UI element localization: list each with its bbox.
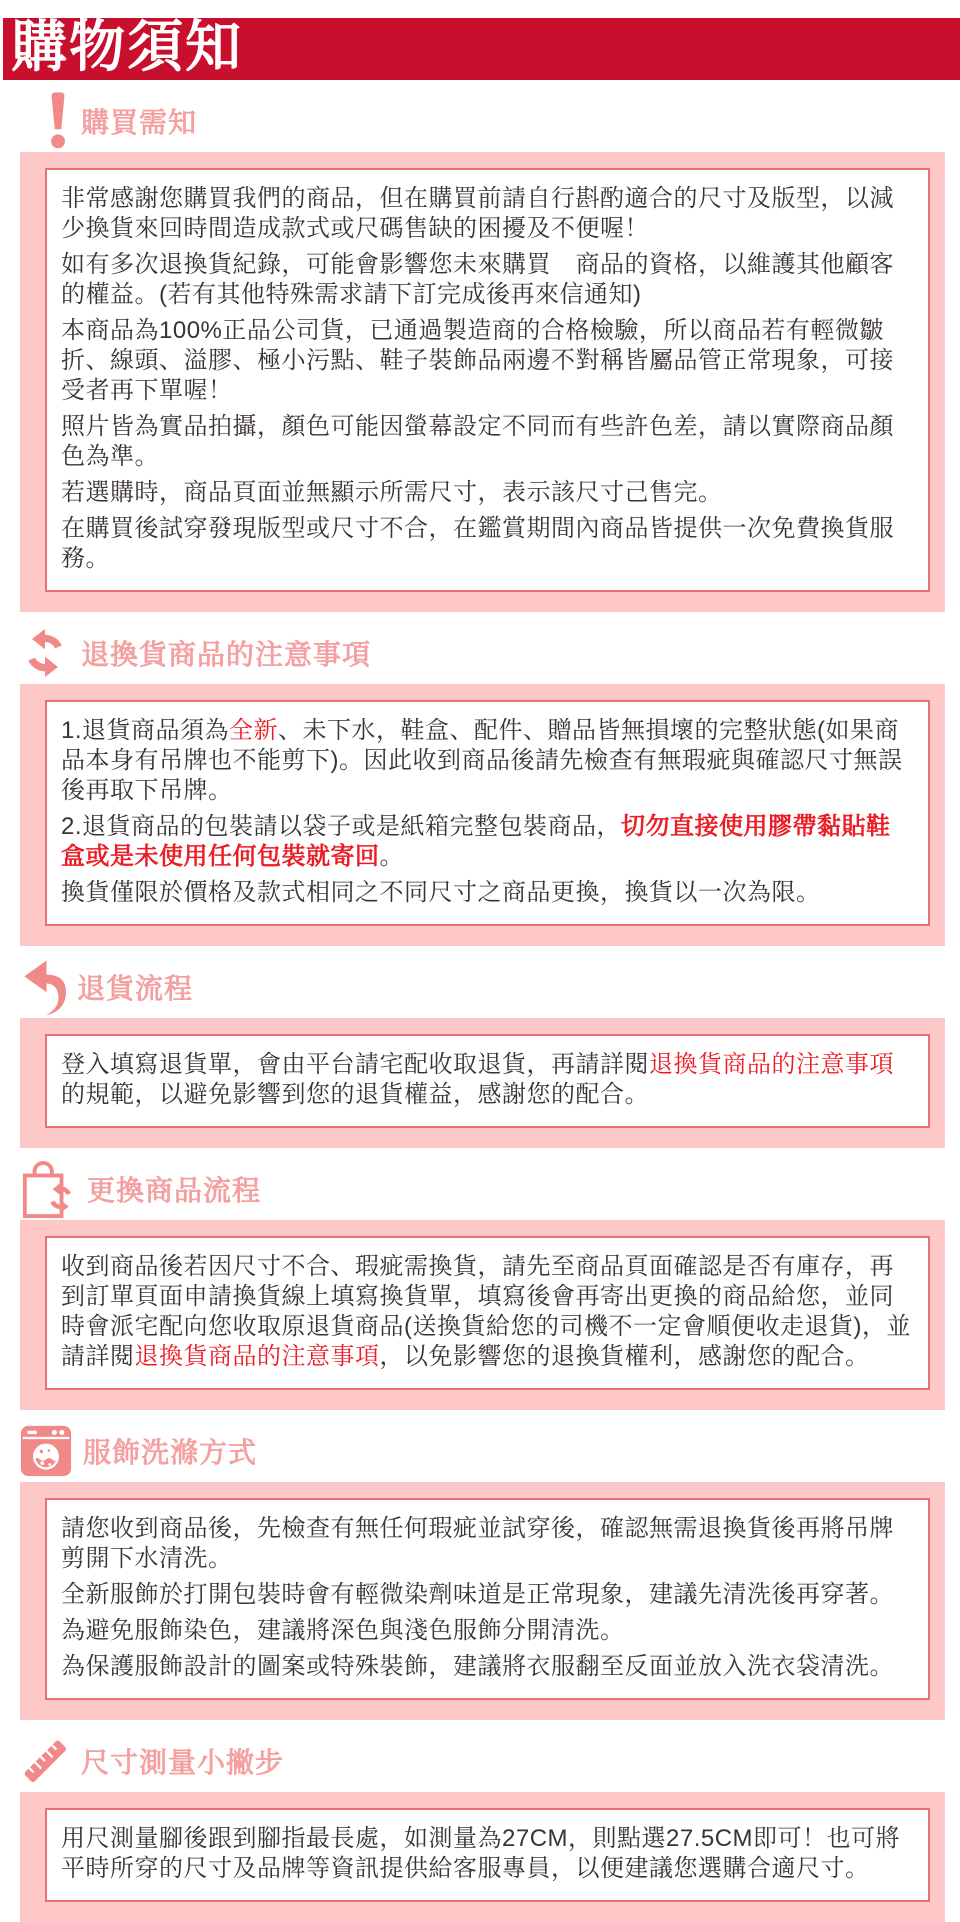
notice-band — [20, 1792, 945, 1922]
notice-text: 的規範，以避免影響到您的退貨權益，感謝您的配合。 — [61, 1081, 649, 1108]
notice-band — [20, 1018, 945, 1148]
notice-band — [20, 684, 945, 946]
notice-paragraph — [61, 514, 914, 574]
page-title: 購物須知 — [11, 15, 243, 78]
notice-text: 收到商品後若因尺寸不合、瑕疵需換貨，請先至商品頁面確認是否有庫存，再到訂單頁面申請換貨線上填寫換貨單，填寫後會再寄出更換的商品給您，並同時會派宅配向您收取原退貨商品(送換貨給您的司機不一定會順便收走退貨)，並請詳閱 — [61, 1253, 911, 1370]
notice-paragraph — [61, 1652, 914, 1682]
notice-box — [45, 1034, 930, 1128]
notice-text: 為保護服飾設計的圖案或特殊裝飾，建議將衣服翻至反面並放入洗衣袋清洗。 — [61, 1653, 894, 1680]
highlighted-text: 全新 — [229, 717, 279, 744]
notice-paragraph — [61, 478, 914, 508]
notice-text: 非常感謝您購買我們的商品，但在購買前請自行斟酌適合的尺寸及版型，以減少換貨來回時間造成款式或尺碼售缺的困擾及不便喔！ — [61, 185, 894, 242]
page-title-bar — [3, 15, 960, 80]
notice-text: 、未下水，鞋盒、配件、贈品皆無損壞的完整狀態(如果商品本身有吊牌也不能剪下)。因此收到商品後請先檢查有無瑕疵與確認尺寸無誤後再取下吊牌。 — [61, 717, 903, 804]
section-exchange-process — [0, 1160, 960, 1410]
shopping-notice-page — [0, 15, 960, 1922]
undo-arrow-icon — [20, 959, 66, 1015]
notice-box — [45, 1808, 930, 1902]
notice-text: 如有多次退換貨紀錄，可能會影響您未來購買 商品的資格，以維護其他顧客的權益。(若有其他特殊需求請下訂完成後再來信通知) — [61, 251, 894, 308]
notice-band — [20, 152, 945, 612]
section-title: 退換貨商品的注意事項 — [81, 639, 372, 670]
section-return-process — [0, 958, 960, 1148]
section-header — [20, 624, 960, 682]
notice-band — [20, 1482, 945, 1720]
section-header — [20, 1732, 960, 1790]
notice-box — [45, 1236, 930, 1390]
notice-text: 1.退貨商品須為 — [61, 717, 230, 744]
section-header — [20, 1160, 960, 1218]
section-header — [20, 92, 960, 150]
notice-text: 2.退貨商品的包裝請以袋子或是紙箱完整包裝商品， — [61, 813, 622, 840]
section-washing-instructions — [0, 1422, 960, 1720]
notice-paragraph — [61, 184, 914, 244]
notice-paragraph — [61, 1580, 914, 1610]
section-return-exchange-notes — [0, 624, 960, 946]
notice-text: 換貨僅限於價格及款式相同之不同尺寸之商品更換，換貨以一次為限。 — [61, 879, 821, 906]
notice-text: 登入填寫退貨單，會由平台請宅配收取退貨，再請詳閱 — [61, 1051, 649, 1078]
refresh-icon — [20, 628, 70, 678]
notice-text: 用尺測量腳後跟到腳指最長處，如測量為27CM，則點選27.5CM即可！也可將平時所穿的尺寸及品牌等資訊提供給客服專員，以便建議您選購合適尺寸。 — [61, 1825, 901, 1882]
notice-paragraph — [61, 812, 914, 872]
notice-text: 為避免服飾染色，建議將深色與淺色服飾分開清洗。 — [61, 1617, 625, 1644]
highlighted-text: 切勿直接使用膠帶黏貼鞋盒或是未使用任何包裝就寄回 — [61, 813, 891, 870]
notice-paragraph — [61, 1252, 914, 1372]
section-purchase-notes — [0, 92, 960, 612]
notice-paragraph — [61, 1824, 914, 1884]
exclamation-icon — [46, 92, 70, 150]
notice-paragraph — [61, 716, 914, 806]
section-title: 退貨流程 — [77, 973, 194, 1004]
ruler-icon — [20, 1736, 70, 1786]
washing-machine-icon — [20, 1425, 72, 1477]
highlighted-text: 退換貨商品的注意事項 — [134, 1343, 380, 1370]
notice-paragraph — [61, 250, 914, 310]
notice-paragraph — [61, 1050, 914, 1110]
notice-text: ，以免影響您的退換貨權利，感謝您的配合。 — [379, 1343, 870, 1370]
section-title: 更換商品流程 — [87, 1175, 262, 1206]
notice-box — [45, 700, 930, 926]
section-size-measuring-tips — [0, 1732, 960, 1922]
notice-text: 全新服飾於打開包裝時會有輕微染劑味道是正常現象，建議先清洗後再穿著。 — [61, 1581, 894, 1608]
section-header — [20, 1422, 960, 1480]
notice-text: 請您收到商品後，先檢查有無任何瑕疵並試穿後，確認無需退換貨後再將吊牌剪開下水清洗。 — [61, 1515, 894, 1572]
notice-text: 本商品為100%正品公司貨，已通過製造商的合格檢驗，所以商品若有輕微皺折、線頭、溢膠、極小污點、鞋子裝飾品兩邊不對稱皆屬品管正常現象，可接受者再下單喔！ — [61, 317, 894, 404]
notice-band — [20, 1220, 945, 1410]
notice-paragraph — [61, 1514, 914, 1574]
notice-paragraph — [61, 412, 914, 472]
section-header — [20, 958, 960, 1016]
notice-text: 在購買後試穿發現版型或尺寸不合，在鑑賞期間內商品皆提供一次免費換貨服務。 — [61, 515, 894, 572]
notice-paragraph — [61, 316, 914, 406]
notice-paragraph — [61, 1616, 914, 1646]
notice-box — [45, 168, 930, 592]
shopping-bag-icon — [20, 1159, 76, 1219]
notice-text: 若選購時，商品頁面並無顯示所需尺寸，表示該尺寸己售完。 — [61, 479, 723, 506]
notice-box — [45, 1498, 930, 1700]
section-title: 尺寸測量小撇步 — [81, 1747, 285, 1778]
notice-text: 。 — [379, 843, 404, 870]
section-title: 購買需知 — [81, 107, 198, 138]
section-title: 服飾洗滌方式 — [83, 1437, 258, 1468]
notice-paragraph — [61, 878, 914, 908]
highlighted-text: 退換貨商品的注意事項 — [649, 1051, 894, 1078]
notice-text: 照片皆為實品拍攝，顏色可能因螢幕設定不同而有些許色差，請以實際商品顏色為準。 — [61, 413, 894, 470]
